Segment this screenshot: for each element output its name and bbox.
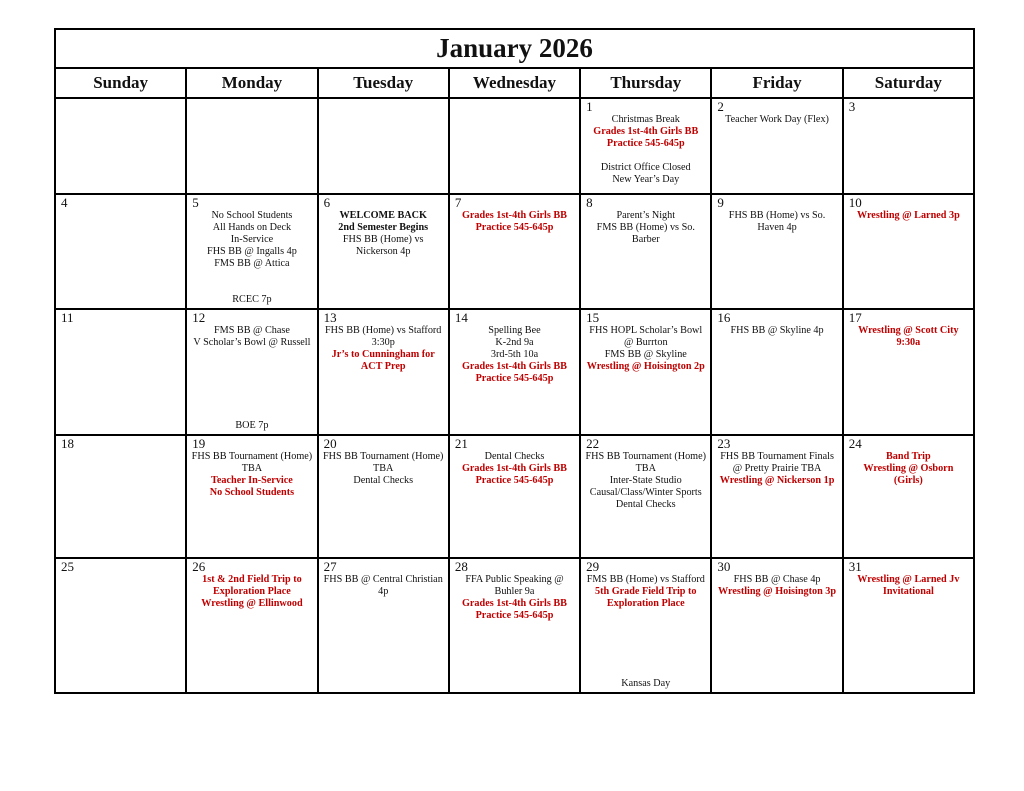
weekday-header-monday: Monday	[186, 68, 317, 98]
day-cell[interactable]	[318, 435, 449, 558]
day-cell[interactable]	[318, 558, 449, 693]
day-number: 29	[586, 559, 600, 574]
day-number: 2	[717, 99, 724, 114]
day-number	[319, 99, 448, 100]
day-number	[56, 99, 185, 100]
day-number: 18	[61, 436, 74, 451]
calendar-event: FHS BB @ Central Christian 4p	[323, 574, 443, 597]
day-number: 5	[192, 195, 199, 210]
calendar-event: BOE 7p	[235, 420, 269, 431]
calendar-event: Inter-State Studio	[609, 475, 682, 486]
calendar-event: Grades 1st-4th Girls BB Practice 545-645p	[461, 598, 567, 621]
calendar-event: Causal/Class/Winter Sports	[589, 487, 702, 498]
calendar-title: January 2026	[55, 29, 974, 68]
day-number: 14	[454, 310, 468, 325]
calendar-event: FHS BB Tournament (Home) TBA	[322, 451, 444, 474]
weekday-header-sunday: Sunday	[55, 68, 186, 98]
calendar-event: Wrestling @ Scott City 9:30a	[858, 325, 959, 348]
day-number: 1	[586, 99, 593, 114]
weekday-header-tuesday: Tuesday	[318, 68, 449, 98]
weekday-header-row	[55, 68, 974, 98]
day-number: 24	[848, 436, 862, 451]
day-number: 3	[848, 99, 856, 114]
day-cell[interactable]	[55, 309, 186, 435]
week-row	[55, 98, 974, 194]
day-number: 27	[323, 559, 337, 574]
calendar-event: 2nd Semester Begins	[338, 222, 429, 233]
day-cell[interactable]	[186, 309, 317, 435]
calendar-event: Dental Checks	[484, 451, 545, 462]
week-row	[55, 435, 974, 558]
calendar-event: Wrestling @ Hoisington 3p	[718, 586, 837, 597]
event-spacer	[581, 150, 710, 162]
calendar-event: Wrestling @ Nickerson 1p	[719, 475, 835, 486]
day-number: 22	[586, 436, 600, 451]
day-cell[interactable]	[843, 194, 974, 309]
calendar-event: Grades 1st-4th Girls BB Practice 545-645p	[461, 361, 567, 384]
calendar-event: FHS BB @ Chase 4p	[733, 574, 821, 585]
day-cell[interactable]	[843, 558, 974, 693]
day-number: 28	[454, 559, 468, 574]
calendar-event: Band Trip	[886, 451, 931, 462]
calendar-event: WELCOME BACK	[339, 210, 427, 221]
calendar-event: FHS BB @ Skyline 4p	[730, 325, 824, 336]
calendar-event: Teacher In-Service	[211, 475, 293, 486]
day-cell[interactable]	[449, 98, 580, 194]
weekday-header-saturday: Saturday	[843, 68, 974, 98]
calendar-event: FMS BB (Home) vs Stafford	[586, 574, 705, 585]
week-row	[55, 194, 974, 309]
day-number: 16	[717, 310, 731, 325]
calendar-event: All Hands on Deck	[212, 222, 292, 233]
day-number: 11	[61, 310, 74, 325]
calendar-table	[54, 28, 975, 694]
day-number: 10	[848, 195, 862, 210]
calendar-event: FMS BB (Home) vs So. Barber	[596, 222, 695, 245]
day-cell[interactable]	[843, 435, 974, 558]
day-number: 17	[848, 310, 862, 325]
day-cell[interactable]	[580, 435, 711, 558]
calendar-event: Jr’s to Cunningham for ACT Prep	[331, 349, 435, 372]
weekday-header-wednesday: Wednesday	[449, 68, 580, 98]
day-number: 8	[586, 195, 593, 210]
day-cell[interactable]	[55, 194, 186, 309]
calendar-event: Wrestling @ Ellinwood	[201, 598, 303, 609]
day-cell[interactable]	[580, 558, 711, 693]
calendar-event: 1st & 2nd Field Trip to Exploration Place	[202, 574, 302, 597]
day-number: 7	[454, 195, 462, 210]
calendar-event: FMS BB @ Attica	[214, 258, 290, 269]
calendar-event: FMS BB @ Skyline	[604, 349, 687, 360]
calendar-event: FHS BB @ Ingalls 4p	[207, 246, 297, 257]
week-row	[55, 309, 974, 435]
calendar-event: 3rd-5th 10a	[490, 349, 539, 360]
weekday-header-friday: Friday	[711, 68, 842, 98]
weekday-header-thursday: Thursday	[580, 68, 711, 98]
calendar-event: No School Students	[209, 487, 295, 498]
day-cell[interactable]	[449, 435, 580, 558]
day-cell[interactable]	[449, 194, 580, 309]
day-number	[450, 99, 579, 100]
calendar-event: Parent’s Night	[616, 210, 676, 221]
calendar-event: Dental Checks	[615, 499, 676, 510]
day-cell[interactable]	[186, 98, 317, 194]
day-number	[187, 99, 316, 100]
calendar-event: Spelling Bee	[488, 325, 541, 336]
calendar-event: Wrestling @ Hoisington 2p	[586, 361, 705, 372]
calendar-event: District Office Closed	[600, 162, 691, 173]
calendar-event: Grades 1st-4th Girls BB Practice 545-645p	[461, 463, 567, 486]
calendar-event: FMS BB @ Chase	[213, 325, 290, 336]
day-cell[interactable]	[318, 194, 449, 309]
calendar-event: Grades 1st-4th Girls BB Practice 545-645p	[461, 210, 567, 233]
calendar-event: Wrestling @ Larned 3p	[856, 210, 960, 221]
calendar-event: FHS BB Tournament (Home) TBA	[585, 451, 707, 474]
day-cell[interactable]	[843, 309, 974, 435]
calendar-event: K-2nd 9a	[495, 337, 534, 348]
day-number: 23	[717, 436, 731, 451]
day-cell[interactable]	[318, 98, 449, 194]
calendar-event: Dental Checks	[353, 475, 414, 486]
day-cell[interactable]	[186, 558, 317, 693]
day-cell[interactable]	[55, 435, 186, 558]
day-number: 26	[192, 559, 206, 574]
calendar-event: FHS BB Tournament Finals @ Pretty Prairie TBA	[720, 451, 834, 474]
day-cell[interactable]	[843, 98, 974, 194]
calendar-event: RCEC 7p	[232, 294, 272, 305]
day-cell[interactable]	[55, 98, 186, 194]
day-number: 9	[717, 195, 724, 210]
day-cell[interactable]	[711, 309, 842, 435]
day-number: 12	[192, 310, 206, 325]
calendar-event: FFA Public Speaking @ Buhler 9a	[465, 574, 564, 597]
calendar-event: 5th Grade Field Trip to Exploration Place	[595, 586, 697, 609]
calendar-event: Wrestling @ Larned Jv Invitational	[857, 574, 960, 597]
calendar-event: Grades 1st-4th Girls BB Practice 545-645p	[593, 126, 699, 149]
calendar-event: FHS BB (Home) vs Nickerson 4p	[342, 234, 424, 257]
calendar-event: Teacher Work Day (Flex)	[725, 114, 829, 125]
day-number: 6	[323, 195, 331, 210]
calendar-event: FHS HOPL Scholar’s Bowl @ Burrton	[589, 325, 703, 348]
day-cell[interactable]	[449, 309, 580, 435]
calendar-event: In-Service	[230, 234, 274, 245]
calendar-event: FHS BB Tournament (Home) TBA	[191, 451, 313, 474]
calendar-event: No School Students	[211, 210, 293, 221]
calendar-event: Wrestling @ Osborn (Girls)	[863, 463, 954, 486]
week-row	[55, 558, 974, 693]
calendar-event: FHS BB (Home) vs So. Haven 4p	[728, 210, 826, 233]
day-number: 21	[454, 436, 468, 451]
day-cell[interactable]	[55, 558, 186, 693]
day-cell[interactable]	[711, 98, 842, 194]
calendar-event: Christmas Break	[611, 114, 680, 125]
day-number: 19	[192, 436, 206, 451]
calendar-event: New Year’s Day	[612, 174, 680, 185]
day-cell[interactable]	[580, 98, 711, 194]
calendar-event: FHS BB (Home) vs Stafford 3:30p	[325, 325, 442, 348]
day-number: 4	[61, 195, 68, 210]
day-number: 30	[717, 559, 731, 574]
day-cell[interactable]	[449, 558, 580, 693]
day-cell[interactable]	[711, 194, 842, 309]
calendar-event: Kansas Day	[621, 678, 671, 689]
day-cell[interactable]	[318, 309, 449, 435]
day-number: 25	[61, 559, 74, 574]
day-cell[interactable]	[186, 435, 317, 558]
calendar-event: V Scholar’s Bowl @ Russell	[193, 337, 311, 348]
day-cell[interactable]	[711, 558, 842, 693]
day-number: 13	[323, 310, 337, 325]
day-number: 20	[323, 436, 337, 451]
day-cell[interactable]	[186, 194, 317, 309]
day-cell[interactable]	[711, 435, 842, 558]
day-cell[interactable]	[580, 194, 711, 309]
day-cell[interactable]	[580, 309, 711, 435]
day-number: 31	[848, 559, 862, 574]
day-number: 15	[586, 310, 600, 325]
